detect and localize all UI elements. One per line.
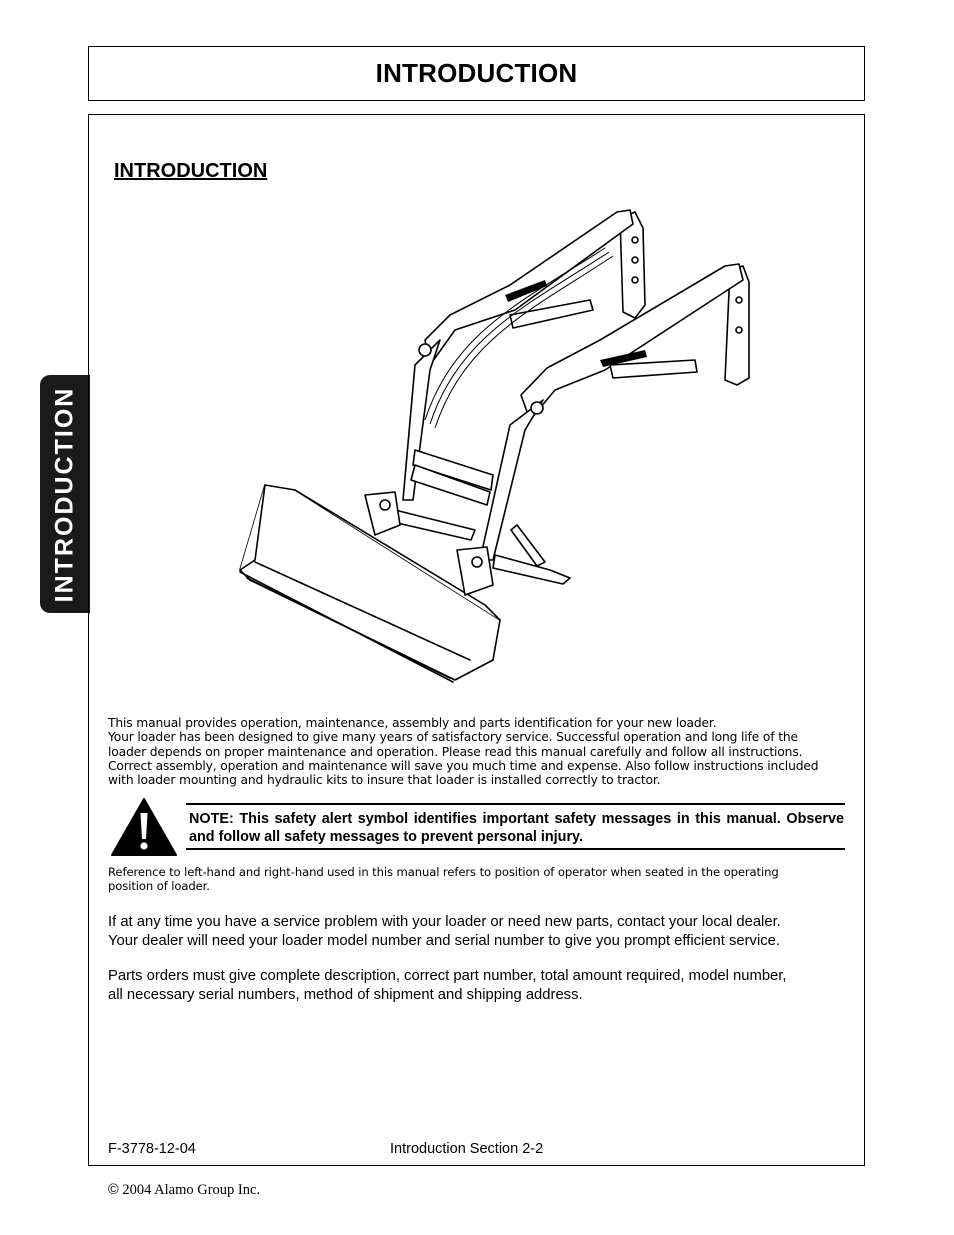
- intro-line: with loader mounting and hydraulic kits to insure that loader is installed correctly to tractor.: [108, 773, 661, 788]
- intro-line: loader depends on proper maintenance and operation. Please read this manual carefully and follow all instructions.: [108, 744, 803, 759]
- note-rule-bottom: [186, 848, 845, 850]
- footer-section-label: Introduction Section 2-2: [390, 1141, 544, 1157]
- side-tab-label: INTRODUCTION: [50, 386, 79, 602]
- parts-line: all necessary serial numbers, method of shipment and shipping address.: [108, 987, 583, 1003]
- safety-alert-icon: [110, 797, 178, 857]
- copyright-text: 2004 Alamo Group Inc.: [118, 1182, 261, 1198]
- reference-line: Reference to left-hand and right-hand used in this manual refers to position of operator when seated in the operating: [108, 865, 779, 879]
- section-side-tab: [40, 375, 90, 613]
- note-rule-top: [186, 803, 845, 805]
- section-heading: INTRODUCTION: [114, 160, 268, 182]
- service-line: If at any time you have a service problem with your loader or need new parts, contact your local dealer.: [108, 914, 781, 930]
- parts-line: Parts orders must give complete description, correct part number, total amount required, model number,: [108, 968, 787, 984]
- parts-paragraph: [108, 967, 848, 1005]
- service-paragraph: [108, 913, 848, 951]
- intro-line: Correct assembly, operation and maintenance will save you much time and expense. Also follow instructions included: [108, 758, 819, 773]
- intro-line: Your loader has been designed to give many years of satisfactory service. Successful operation and long life of the: [108, 730, 798, 745]
- page-header: [88, 46, 865, 101]
- service-line: Your dealer will need your loader model number and serial number to give you prompt efficient service.: [108, 933, 780, 949]
- intro-paragraph: [108, 716, 848, 787]
- reference-paragraph: [108, 865, 848, 893]
- front-loader-illustration: [225, 200, 765, 700]
- intro-line: This manual provides operation, maintenance, assembly and parts identification for your new loader.: [108, 716, 717, 730]
- footer-form-number: F-3778-12-04: [108, 1141, 196, 1157]
- reference-line: position of loader.: [108, 879, 210, 893]
- copyright-notice: [108, 1182, 260, 1199]
- safety-note-text: NOTE: This safety alert symbol identifies important safety messages in this manual. Observe and follow all safety messages to prevent personal injury.: [189, 811, 844, 845]
- copyright-symbol: ©: [108, 1182, 119, 1198]
- header-title: INTRODUCTION: [375, 58, 578, 88]
